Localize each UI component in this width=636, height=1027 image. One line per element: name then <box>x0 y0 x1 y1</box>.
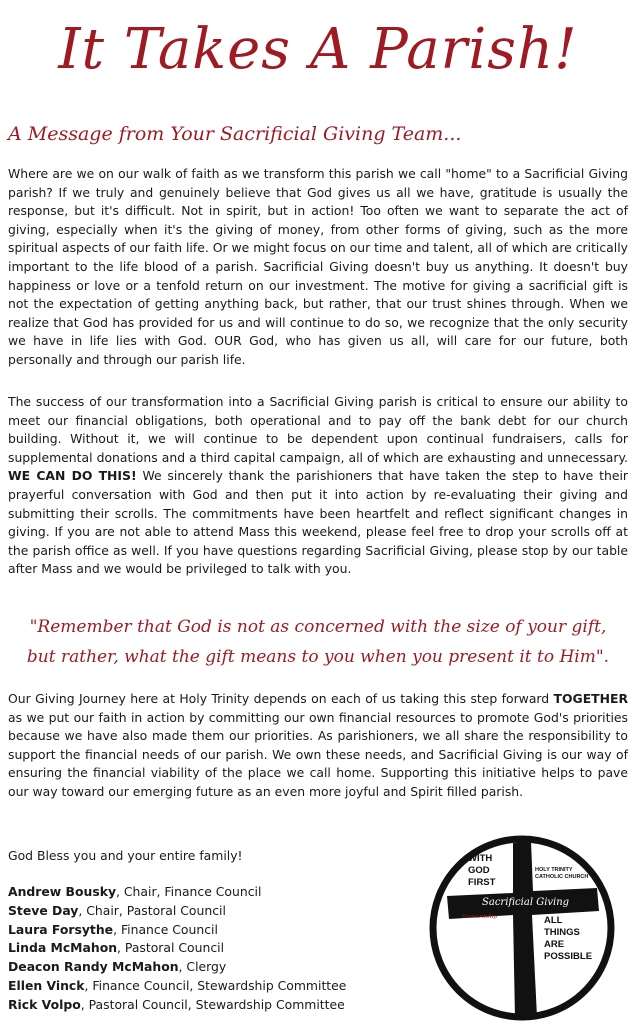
member-role: , Chair, Pastoral Council <box>78 902 226 918</box>
paragraph-3 <box>8 690 628 802</box>
member-name: Ellen Vinck <box>8 977 85 993</box>
logo-right-line: ARE <box>544 939 565 950</box>
team-member <box>8 939 346 958</box>
paragraph-2-emphasis: WE CAN DO THIS! <box>8 468 137 484</box>
logo-left-line: WITH <box>468 853 493 864</box>
paragraph-2-text-a: The success of our transformation into a Sacrificial Giving parish is critical to ensure our ability to meet our financial obligations, both operational and to pay off the bank debt for our church building. Without it, we will continue to be dependent upon continual fundraisers, calls for supplemental donations and a third capital campaign, all of which are exhausting and unnecessary. <box>8 394 628 465</box>
member-name: Laura Forsythe <box>8 921 114 937</box>
member-name: Andrew Bousky <box>8 884 117 899</box>
logo-left-line: FIRST <box>468 877 496 888</box>
team-member <box>8 921 346 940</box>
paragraph-2-text-b: We sincerely thank the parishioners that have taken the step to have their prayerful conversation with God and then put it into action by re-evaluating their giving and submitting their scrolls. The commitments have been heartfelt and reflect significant changes in giving. If you are not able to attend Mass this weekend, please feel free to drop your scrolls off at the parish office as well. If you have questions regarding Sacrificial Giving, please stop by our table after Mass and we would be privileged to talk with you. <box>8 468 629 577</box>
logo-church-name <box>535 867 588 881</box>
logo-left-text <box>468 853 495 889</box>
logo-church-line: CATHOLIC CHURCH <box>535 874 589 880</box>
paragraph-3-text-b: as we put our faith in action by committing our own financial resources to promote God's priorities because we have also made them our priorities. As parishioners, we all share the responsibility to support the financial needs of our parish. We own these needs, and Sacrificial Giving is our way of ensuring the financial viability of the place we call home. Supporting this initiative helps to pave our way toward our emerging future as an even more joyful and Spirit filled parish. <box>8 709 628 799</box>
member-name: Rick Volpo <box>8 996 81 1012</box>
page-subtitle: A Message from Your Sacrificial Giving Team... <box>8 123 462 145</box>
quote-line-2: but rather, what the gift means to you when you present it to Him". <box>26 647 610 667</box>
logo-right-line: POSSIBLE <box>544 951 593 962</box>
paragraph-2 <box>8 393 628 579</box>
quote-line-1: "Remember that God is not as concerned with the size of your gift, <box>29 617 607 637</box>
team-member <box>8 902 346 921</box>
logo-script: Sacrificial Giving <box>482 897 570 908</box>
logo-right-text <box>544 915 592 963</box>
member-role: , Finance Council <box>113 921 218 937</box>
logo-church-line: HOLY TRINITY <box>535 867 573 873</box>
logo-stewardship: Stewardship <box>462 914 498 920</box>
team-member <box>8 977 346 996</box>
paragraph-3-text-a: Our Giving Journey here at Holy Trinity depends on each of us taking this step forward <box>8 691 554 706</box>
team-member <box>8 958 346 977</box>
member-name: Steve Day <box>8 902 79 918</box>
member-name: Deacon Randy McMahon <box>8 959 179 975</box>
team-list <box>8 883 346 1015</box>
member-role: , Chair, Finance Council <box>116 884 262 899</box>
sacrificial-giving-logo <box>427 833 617 1023</box>
logo-right-line: THINGS <box>544 927 580 938</box>
blessing-line: God Bless you and your entire family! <box>8 848 243 863</box>
logo-left-line: GOD <box>468 865 490 876</box>
paragraph-1: Where are we on our walk of faith as we transform this parish we call "home" to a Sacrificial Giving parish? If we truly and genuinely believe that God gives us all we have, gratitude is usually the response, but it's difficult. Not in spirit, but in action! Too often we want to separate the act of giving, especially when it's the giving of money, from other forms of giving, such as the more spiritual aspects of our faith life. Or we might focus on our time and talent, all of which are critically important to the life blood of a parish. Sacrificial Giving doesn't buy us anything. It doesn't buy happiness or love or a tenfold return on our investment. The motive for giving a sacrificial gift is not the expectation of getting anything back, but rather, that our trust shines through. When we realize that God has provided for us and will continue to do so, we recognize that the only security we have in life lies with God. OUR God, who has given us all, will care for our future, both personally and through our parish life. <box>8 166 628 367</box>
member-role: , Pastoral Council, Stewardship Committee <box>80 996 345 1012</box>
member-role: , Finance Council, Stewardship Committee <box>84 977 347 993</box>
member-role: , Pastoral Council <box>117 940 225 956</box>
team-member <box>8 883 346 902</box>
paragraph-3-emphasis: TOGETHER <box>553 691 628 706</box>
member-name: Linda McMahon <box>8 940 118 956</box>
pull-quote <box>8 612 628 672</box>
logo-right-line: ALL <box>544 915 563 926</box>
page-title: It Takes A Parish! <box>58 17 578 82</box>
team-member <box>8 996 346 1015</box>
member-role: , Clergy <box>178 959 227 975</box>
